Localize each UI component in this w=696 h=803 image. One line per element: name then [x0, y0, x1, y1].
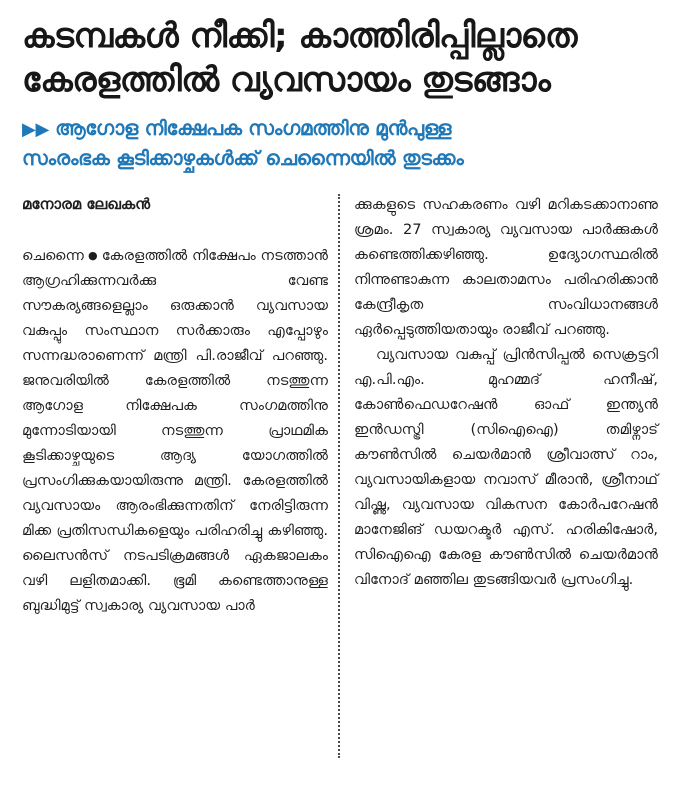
deck-line-1: ആഗോള നിക്ഷേപക സംഗമത്തിനു മുൻപുള്ള: [55, 116, 452, 140]
paragraph-continued: ക്കുകളുടെ സഹകരണം വഴി മറികടക്കാനാണു ശ്രമം. 27 സ്വകാര്യ വ്യവസായ പാർക്കുകൾ കണ്ടെത്തിക്കഴിഞ്ഞു. ഉദ്യോഗസ്ഥരിൽ നിന്നുണ്ടാകുന്ന കാലതാമസം പരിഹരിക്കാൻ കേന്ദ്രീകൃത സംവിധാനങ്ങൾ ഏർപ്പെടുത്തിയതായും രാജീവ് പറഞ്ഞു.: [354, 196, 658, 338]
headline: [22, 14, 674, 102]
paragraph-speakers: വ്യവസായ വകുപ്പ് പ്രിൻസിപ്പൽ സെക്രട്ടറി എ.പി.എം. മുഹമ്മദ് ഹനീഷ്, കോൺഫെഡറേഷൻ ഓഫ് ഇന്ത്യൻ ഇൻഡസ്ട്രി (സിഐഐ) തമിഴ്നാട് കൗൺസിൽ ചെയർമാൻ ശ്രീവാത്സ് റാം, വ്യവസായികളായ നവാസ് മീരാൻ, ശ്രീനാഥ് വിഷ്ണു, വ്യവസായ വികസന കോർപറേഷൻ മാനേജിങ് ഡയറക്ടർ എസ്. ഹരികിഷോർ, സിഐഐ കേരള കൗൺസിൽ ചെയർമാൻ വിനോദ് മഞ്ഞില തുടങ്ങിയവർ പ്രസംഗിച്ചു.: [354, 346, 658, 588]
bullet-icon: ●: [87, 249, 98, 262]
byline: മനോരമ ലേഖകൻ: [22, 195, 151, 213]
dateline: ചെന്നൈ: [22, 247, 84, 264]
double-triangle-right-icon: ▶▶: [22, 119, 50, 140]
article-body: [22, 192, 674, 758]
left-body-text: കേരളത്തിൽ നിക്ഷേപം നടത്താൻ ആഗ്രഹിക്കുന്നവർക്കു വേണ്ട സൗകര്യങ്ങളെല്ലാം ഒരുക്കാൻ വ്യവസായ വകുപ്പും സംസ്ഥാന സർക്കാരും എപ്പോഴും സന്നദ്ധരാണെന്ന് മന്ത്രി പി.രാജീവ് പറഞ്ഞു. ജനുവരിയിൽ കേരളത്തിൽ നടത്തുന്ന ആഗോള നിക്ഷേപക സംഗമത്തിനു മുന്നോടിയായി നടത്തുന്ന പ്രാഥമിക കൂടിക്കാഴ്ചയുടെ ആദ്യ യോഗത്തിൽ പ്രസംഗിക്കുകയായിരുന്നു മന്ത്രി. കേരളത്തിൽ വ്യവസായം ആരംഭിക്കുന്നതിന് നേരിട്ടിരുന്ന മിക്ക പ്രതിസന്ധികളെയും പരിഹരിച്ചു കഴിഞ്ഞു. ലൈസൻസ് നടപടിക്രമങ്ങൾ ഏകജാലകം വഴി ലളിതമാക്കി. ഭൂമി കണ്ടെത്താനുള്ള ബുദ്ധിമുട്ട് സ്വകാര്യ വ്യവസായ പാർ: [22, 247, 328, 614]
column-right: [340, 192, 658, 758]
deck: [22, 114, 674, 172]
column-left: [22, 192, 338, 758]
deck-line-2: സംരംഭക കൂടിക്കാഴ്ചകൾക്ക് ചെന്നൈയിൽ തുടക്കം: [22, 146, 464, 170]
headline-line-1: കടമ്പകൾ നീക്കി; കാത്തിരിപ്പില്ലാതെ: [22, 16, 577, 56]
headline-line-2: കേരളത്തിൽ വ്യവസായം തുടങ്ങാം: [22, 60, 551, 100]
lead-paragraph: [22, 243, 328, 618]
